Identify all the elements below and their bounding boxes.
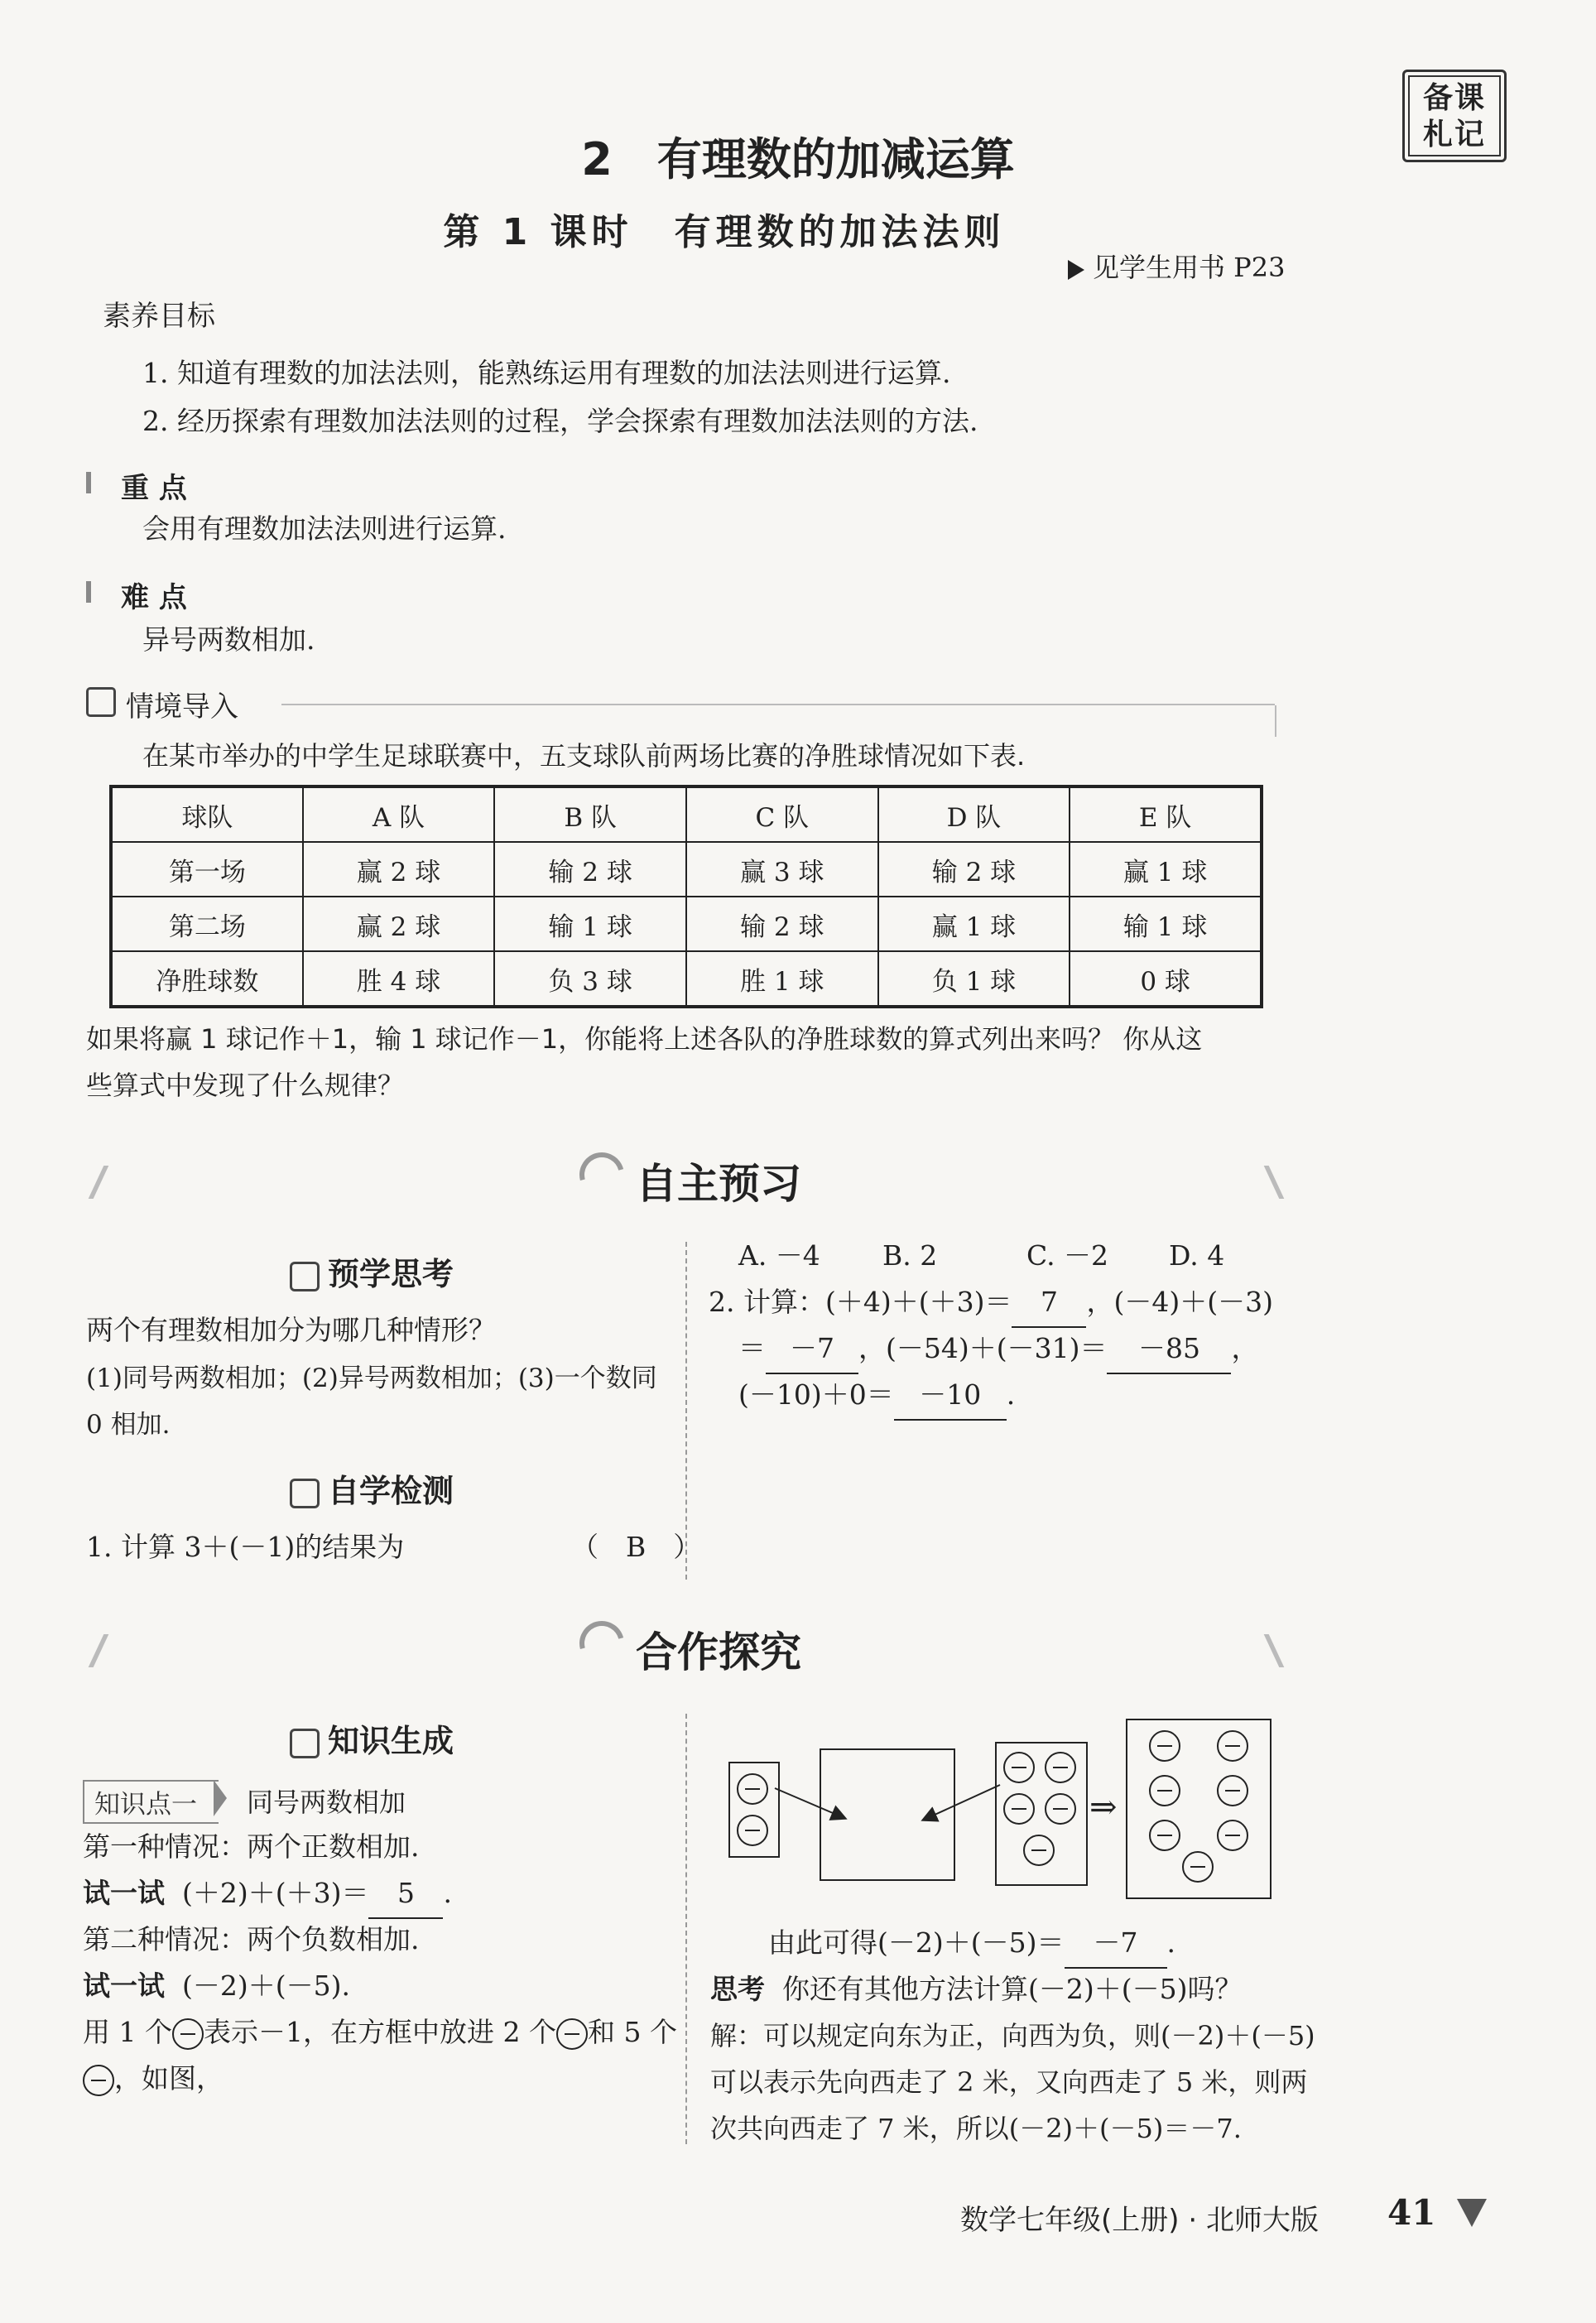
solution-line1: 解：可以规定向东为正，向西为负，则(－2)＋(－5) — [710, 2020, 1315, 2051]
minus-circle-icon — [1045, 1793, 1076, 1825]
desc2: ，如图， — [114, 2062, 224, 2095]
try-1-expr: (＋2)＋(＋3)＝ — [181, 1877, 369, 1909]
table-header-row — [111, 786, 1262, 842]
banner-arc-icon — [571, 1144, 632, 1205]
triangle-icon — [1068, 260, 1084, 280]
desc-line1 — [83, 2008, 677, 2056]
table-cell: 第二场 — [111, 897, 303, 951]
table-cell: 净胜球数 — [111, 951, 303, 1007]
minus-circle-icon — [1023, 1835, 1055, 1866]
minus-circle-icon — [172, 2018, 204, 2050]
table-header-cell: B 队 — [494, 786, 686, 842]
banner-slash-left-2 — [89, 1634, 109, 1667]
difficulty-text: 异号两数相加. — [142, 623, 315, 656]
page-number: 41 — [1387, 2192, 1436, 2233]
goals-heading: 素养目标 — [103, 300, 215, 333]
table-row — [111, 897, 1262, 951]
option-a: A. －4 — [738, 1239, 820, 1272]
pre-think-heading — [290, 1248, 454, 1294]
column-divider-2 — [685, 1714, 687, 2144]
intro-question-line2: 些算式中发现了什么规律？ — [86, 1070, 405, 1101]
difficulty-heading: 难 点 — [121, 581, 187, 614]
q2-line3 — [738, 1371, 1015, 1421]
think-line — [710, 1965, 1242, 2013]
table-cell: 赢 1 球 — [1070, 842, 1262, 897]
pre-think-answer-line2: 0 相加. — [86, 1410, 171, 1440]
q2-prefix: 2. 计算：(＋4)＋(＋3)＝ — [709, 1286, 1012, 1318]
option-b: B. 2 — [882, 1239, 938, 1272]
stamp-line2: 札记 — [1422, 117, 1486, 152]
knowledge-point-tag: 知识点一 — [83, 1780, 219, 1824]
q2-eq: ＝ — [738, 1332, 766, 1364]
reference-text: 见学生用书 P23 — [1093, 252, 1286, 283]
q2-line2 — [738, 1325, 1258, 1374]
try-2 — [83, 1962, 350, 2010]
pre-think-answer-line1: (1)同号两数相加；(2)异号两数相加；(3)一个数同 — [86, 1364, 657, 1393]
tag-arrow-icon — [214, 1780, 227, 1816]
cooperate-banner: 合作探究 — [636, 1628, 801, 1676]
self-check-heading-text: 自学检测 — [328, 1473, 454, 1509]
banner-slash-right — [1264, 1166, 1285, 1199]
table-cell: 0 球 — [1070, 951, 1262, 1007]
banner-slash-right-2 — [1264, 1634, 1285, 1667]
goal-item-1: 1. 知道有理数的加法法则，能熟练运用有理数的加法法则进行运算. — [142, 357, 951, 389]
table-cell: 负 3 球 — [494, 951, 686, 1007]
minus-circle-icon — [1182, 1851, 1214, 1883]
table-row — [111, 842, 1262, 897]
think-question: 你还有其他方法计算(－2)＋(－5)吗？ — [781, 1973, 1243, 2005]
intro-divider — [281, 704, 1275, 705]
case-2: 第二种情况：两个负数相加. — [83, 1923, 420, 1955]
knowledge-heading — [290, 1715, 454, 1761]
desc1-b: 表示－1，在方框中放进 2 个 — [203, 2016, 556, 2048]
q2-line1 — [709, 1278, 1273, 1328]
table-cell: 赢 2 球 — [303, 897, 495, 951]
q2-answer-2: －7 — [766, 1325, 858, 1374]
minus-circle-icon — [1149, 1775, 1180, 1806]
q2-end1: ， — [1231, 1332, 1259, 1364]
option-c: C. －2 — [1026, 1239, 1109, 1272]
table-cell: 输 1 球 — [494, 897, 686, 951]
minus-circle-icon — [737, 1815, 768, 1846]
table-row — [111, 951, 1262, 1007]
try-2-label: 试一试 — [83, 1970, 165, 2002]
q2-answer-4: －10 — [894, 1371, 1007, 1421]
intro-heading: 情境导入 — [126, 690, 238, 724]
intro-frame-edge — [1275, 705, 1276, 737]
intro-text: 在某市举办的中学生足球联赛中，五支球队前两场比赛的净胜球情况如下表. — [142, 740, 1026, 772]
arrow-lines — [770, 1780, 1018, 1846]
self-check-heading — [290, 1465, 454, 1511]
table-cell: 赢 3 球 — [686, 842, 878, 897]
pre-think-heading-text: 预学思考 — [328, 1256, 454, 1292]
minus-circle-icon — [1217, 1820, 1248, 1851]
table-header-cell: 球队 — [111, 786, 303, 842]
result-end: . — [1166, 1926, 1175, 1959]
desc1-c: 和 5 个 — [587, 2016, 677, 2048]
implies-arrow-icon: ⇒ — [1089, 1788, 1118, 1826]
score-table — [109, 785, 1263, 1008]
q2-answer-1: 7 — [1012, 1278, 1086, 1328]
minus-circle-icon — [737, 1773, 768, 1805]
try-1-label: 试一试 — [83, 1877, 165, 1909]
minus-circle-icon — [1149, 1820, 1180, 1851]
try-1 — [83, 1869, 452, 1919]
table-cell: 赢 1 球 — [878, 897, 1070, 951]
try-2-expr: (－2)＋(－5). — [181, 1970, 350, 2002]
table-cell: 输 2 球 — [494, 842, 686, 897]
q2-end2: . — [1006, 1378, 1016, 1411]
solution-line3: 次共向西走了 7 米，所以(－2)＋(－5)＝－7. — [710, 2113, 1242, 2144]
table-header-cell: E 队 — [1070, 786, 1262, 842]
key-point-heading: 重 点 — [121, 472, 187, 505]
table-cell: 负 1 球 — [878, 951, 1070, 1007]
result-prefix: 由此可得(－2)＋(－5)＝ — [768, 1926, 1065, 1959]
result-line — [768, 1919, 1175, 1969]
lesson-subtitle: 第 1 课时 有理数的加法法则 — [443, 211, 1006, 253]
book-icon — [290, 1262, 320, 1291]
footer-book-title: 数学七年级(上册) · 北师大版 — [960, 2204, 1319, 2237]
option-d: D. 4 — [1169, 1239, 1225, 1272]
table-cell: 第一场 — [111, 842, 303, 897]
try-1-end: . — [443, 1877, 452, 1909]
result-answer: －7 — [1065, 1919, 1167, 1969]
minus-circle-icon — [1217, 1730, 1248, 1762]
footer-decoration-icon — [1457, 2199, 1487, 2227]
table-cell: 赢 2 球 — [303, 842, 495, 897]
minus-circle-icon — [1045, 1752, 1076, 1783]
reference-note — [1068, 247, 1285, 285]
table-header-cell: C 队 — [686, 786, 878, 842]
intro-question-line1: 如果将赢 1 球记作＋1，输 1 球记作－1，你能将上述各队的净胜球数的算式列出来吗？ 你从这 — [86, 1023, 1203, 1055]
table-cell: 输 2 球 — [878, 842, 1070, 897]
q2-mid1: ，(－4)＋(－3) — [1086, 1286, 1273, 1318]
table-header-cell: A 队 — [303, 786, 495, 842]
solution-line2: 可以表示先向西走了 2 米，又向西走了 5 米，则两 — [710, 2066, 1308, 2098]
check-question-1-answer: （ B ） — [571, 1531, 701, 1563]
difficulty-bar — [86, 581, 91, 603]
table-header-cell: D 队 — [878, 786, 1070, 842]
stamp-line1: 备课 — [1422, 80, 1486, 115]
self-study-banner: 自主预习 — [636, 1160, 801, 1208]
try-1-answer: 5 — [368, 1869, 443, 1919]
table-cell: 胜 4 球 — [303, 951, 495, 1007]
table-cell: 输 2 球 — [686, 897, 878, 951]
intro-icon — [86, 687, 116, 717]
key-point-bar — [86, 472, 91, 493]
knowledge-heading-text: 知识生成 — [328, 1723, 454, 1759]
page-title: 2 有理数的加减运算 — [581, 133, 1015, 185]
table-cell: 胜 1 球 — [686, 951, 878, 1007]
calculator-icon — [290, 1729, 320, 1758]
minus-circle-icon — [556, 2018, 588, 2050]
desc-line2 — [83, 2055, 224, 2103]
minus-circle-icon — [1003, 1752, 1035, 1783]
knowledge-point-title: 同号两数相加 — [247, 1787, 406, 1818]
q2-line3-text: (－10)＋0＝ — [738, 1378, 894, 1411]
table-cell: 输 1 球 — [1070, 897, 1262, 951]
minus-circle-icon — [83, 2065, 114, 2096]
column-divider — [685, 1242, 687, 1580]
minus-circle-icon — [1149, 1730, 1180, 1762]
banner-slash-left — [89, 1166, 109, 1199]
think-label: 思考 — [710, 1973, 765, 2005]
check-question-1: 1. 计算 3＋(－1)的结果为 — [86, 1531, 405, 1563]
q2-mid2: ，(－54)＋(－31)＝ — [858, 1332, 1108, 1364]
case-1: 第一种情况：两个正数相加. — [83, 1830, 420, 1863]
key-point-text: 会用有理数加法法则进行运算. — [142, 512, 507, 545]
banner-arc-icon-2 — [571, 1613, 632, 1674]
pre-think-question: 两个有理数相加分为哪几种情形？ — [86, 1314, 496, 1346]
minus-circle-icon — [1217, 1775, 1248, 1806]
desc1-a: 用 1 个 — [83, 2016, 172, 2048]
checklist-icon — [290, 1479, 320, 1508]
q2-answer-3: －85 — [1107, 1325, 1231, 1374]
goal-item-2: 2. 经历探索有理数加法法则的过程，学会探索有理数加法法则的方法. — [142, 405, 978, 437]
